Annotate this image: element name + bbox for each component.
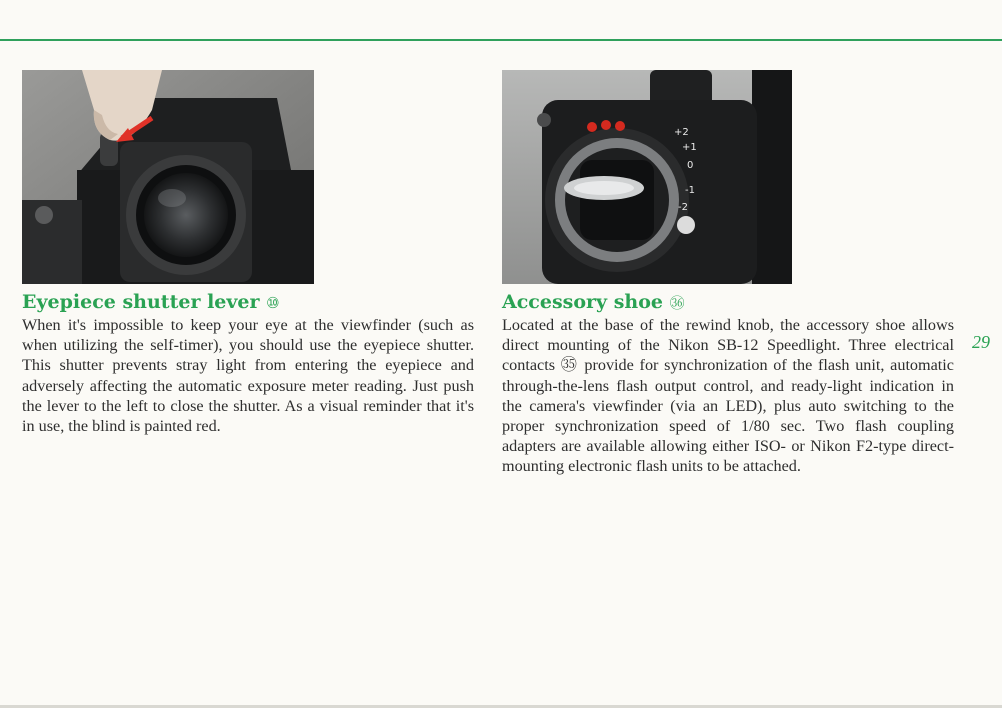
eyepiece-shutter-heading	[22, 291, 474, 315]
scale-minus2: -2	[678, 202, 688, 213]
scale-plus1: +1	[682, 142, 697, 153]
scale-zero: 0	[687, 160, 694, 171]
top-rule	[0, 39, 1002, 41]
eyepiece-shutter-section	[22, 291, 474, 436]
accessory-shoe-ref: ㊱	[669, 294, 685, 312]
accessory-shoe-photo	[502, 70, 792, 284]
eyepiece-shutter-ref: ⑩	[266, 294, 280, 312]
eyepiece-shutter-title: Eyepiece shutter lever	[22, 291, 260, 313]
accessory-shoe-body: Located at the base of the rewind knob, the accessory shoe allows direct mounting of the Nikon SB-12 Speedlight. Three electrical contacts ㉟ provide for synchronization of the flash unit, automatic through-the-lens flash output control, and ready-light indication in the camera's viewfinder (via an LED), plus auto switching to the proper synchronization speed of 1/80 sec. Two flash coupling adapters are available allowing either ISO- or Nikon F2-type direct-mounting electronic flash units to be attached.	[502, 316, 954, 476]
eyepiece-shutter-photo	[22, 70, 314, 284]
page-number: 29	[972, 332, 990, 352]
eyepiece-shutter-body: When it's impossible to keep your eye at the viewfinder (such as when utilizing the self-timer), you should use the eyepiece shutter. This shutter prevents stray light from entering the eyepiece and adversely affecting the automatic exposure meter reading. Just push the lever to the left to close the shutter. As a visual reminder that it's in use, the blind is painted red.	[22, 316, 474, 436]
scale-minus1: -1	[685, 185, 695, 196]
accessory-shoe-heading	[502, 291, 954, 315]
accessory-shoe-section	[502, 291, 954, 477]
accessory-shoe-title: Accessory shoe	[502, 291, 663, 313]
scale-plus2: +2	[674, 127, 689, 138]
